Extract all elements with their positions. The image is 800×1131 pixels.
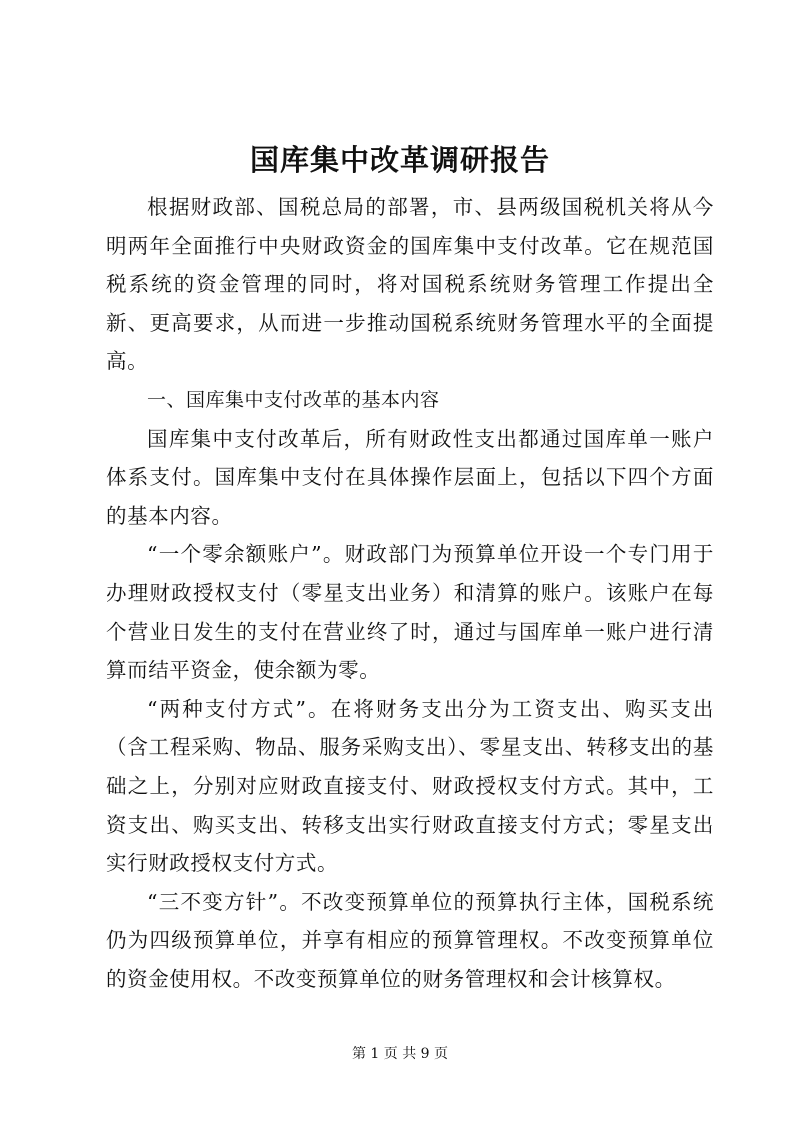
- paragraph-intro: 根据财政部、国税总局的部署，市、县两级国税机关将从今明两年全面推行中央财政资金的国库集中支付改革。它在规范国税系统的资金管理的同时，将对国税系统财务管理工作提出全新、更高要求，从而进一步推动国税系统财务管理水平的全面提高。: [106, 195, 714, 374]
- document-title: 国库集中改革调研报告: [249, 143, 550, 177]
- paragraph-zero-balance-account: “一个零余额账户”。财政部门为预算单位开设一个专门用于办理财政授权支付（零星支出业务）和清算的账户。该账户在每个营业日发生的支付在营业终了时，通过与国库单一账户进行清算而结平资金，使余额为零。: [106, 542, 714, 683]
- section-heading-1: 一、国库集中支付改革的基本内容: [147, 388, 440, 411]
- paragraph-two-payment-methods: “两种支付方式”。在将财务支出分为工资支出、购买支出（含工程采购、物品、服务采购支出）、零星支出、转移支出的基础之上，分别对应财政直接支付、财政授权支付方式。其中，工资支出、购买支出、转移支出实行财政直接支付方式；零星支出实行财政授权支付方式。: [106, 696, 714, 876]
- document-body: [106, 188, 714, 998]
- page-number-footer: 第 1 页 共 9 页: [351, 1046, 449, 1062]
- paragraph-three-unchanged-policies: “三不变方针”。不改变预算单位的预算执行主体，国税系统仍为四级预算单位，并享有相应的预算管理权。不改变预算单位的资金使用权。不改变预算单位的财务管理权和会计核算权。: [106, 889, 714, 991]
- paragraph-overview: 国库集中支付改革后，所有财政性支出都通过国库单一账户体系支付。国库集中支付在具体操作层面上，包括以下四个方面的基本内容。: [106, 426, 714, 528]
